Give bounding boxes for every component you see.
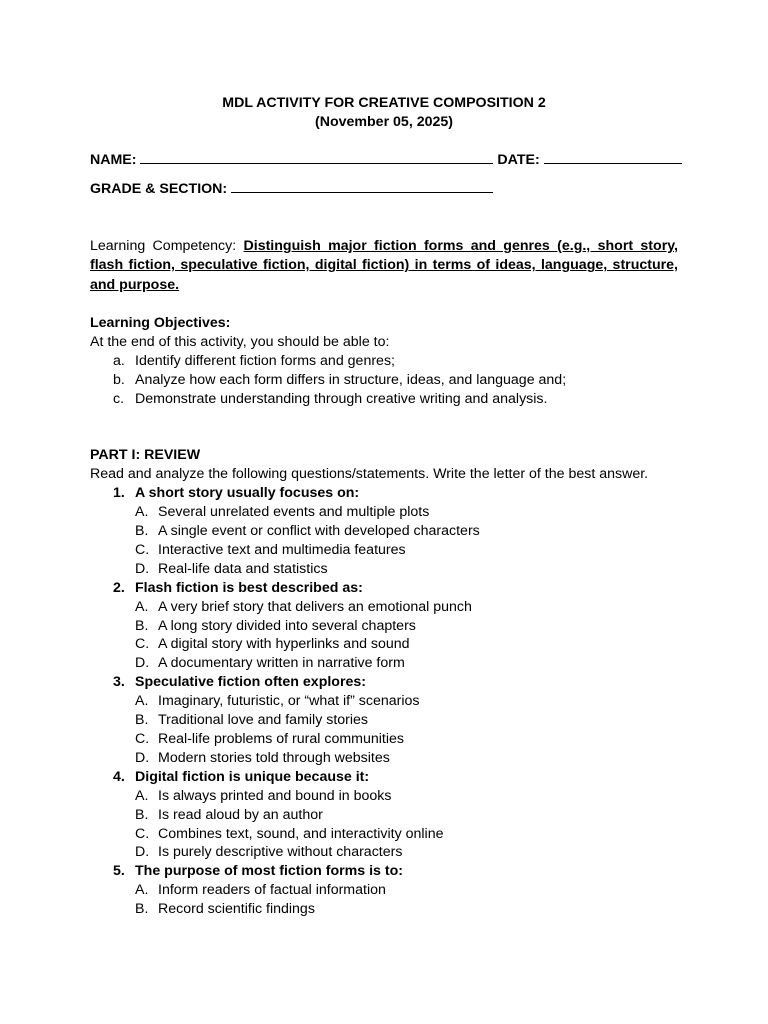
question-number: 2. <box>113 579 125 596</box>
answer-choice <box>135 749 678 768</box>
answer-choice <box>135 692 678 711</box>
answer-choice <box>135 730 678 749</box>
name-label: NAME: <box>90 152 137 168</box>
choice-text: Inform readers of factual information <box>158 882 386 899</box>
answer-choice <box>135 560 678 579</box>
question-number: 4. <box>113 768 125 785</box>
objective-marker: b. <box>113 371 125 388</box>
date-blank[interactable] <box>544 150 682 164</box>
objective-item <box>113 371 678 390</box>
answer-choices <box>135 692 678 768</box>
answer-choice <box>135 900 678 919</box>
date-label: DATE: <box>497 152 540 168</box>
choice-text: A long story divided into several chapters <box>158 617 416 634</box>
answer-choice <box>135 522 678 541</box>
choice-text: Record scientific findings <box>158 901 315 918</box>
choice-letter: B. <box>135 712 149 729</box>
question-item <box>113 768 678 863</box>
choice-text: Modern stories told through websites <box>158 749 390 766</box>
choice-text: Several unrelated events and multiple plots <box>158 504 430 521</box>
questions-list <box>90 484 678 919</box>
grade-section-label: GRADE & SECTION: <box>90 181 228 197</box>
objective-marker: a. <box>113 352 125 369</box>
choice-letter: A. <box>135 693 149 710</box>
name-date-line <box>90 150 678 170</box>
learning-competency <box>90 237 678 295</box>
objectives-list <box>90 352 678 409</box>
choice-letter: B. <box>135 901 149 918</box>
choice-text: A very brief story that delivers an emotional punch <box>158 598 472 615</box>
question-item <box>113 673 678 768</box>
question-text: The purpose of most fiction forms is to: <box>135 863 403 880</box>
choice-text: Is purely descriptive without characters <box>158 844 403 861</box>
answer-choice <box>135 617 678 636</box>
choice-letter: B. <box>135 617 149 634</box>
choice-text: Is always printed and bound in books <box>158 787 392 804</box>
choice-text: Is read aloud by an author <box>158 806 323 823</box>
objective-item <box>113 390 678 409</box>
learning-objectives <box>90 314 678 409</box>
question-number: 5. <box>113 863 125 880</box>
answer-choices <box>135 598 678 674</box>
part-one-instructions: Read and analyze the following questions/statements. Write the letter of the best answer. <box>90 466 649 483</box>
student-info-fields <box>90 150 678 199</box>
answer-choice <box>135 806 678 825</box>
question-text: Digital fiction is unique because it: <box>135 768 370 785</box>
objectives-intro: At the end of this activity, you should be able to: <box>90 333 390 350</box>
choice-letter: A. <box>135 504 149 521</box>
answer-choice <box>135 598 678 617</box>
competency-label: Learning Competency: <box>90 238 244 254</box>
choice-letter: D. <box>135 749 150 766</box>
choice-letter: D. <box>135 560 150 577</box>
answer-choices <box>135 503 678 579</box>
choice-letter: A. <box>135 882 149 899</box>
choice-text: A digital story with hyperlinks and sound <box>158 636 410 653</box>
question-item <box>113 579 678 674</box>
choice-letter: A. <box>135 598 149 615</box>
question-text: Flash fiction is best described as: <box>135 579 363 596</box>
choice-text: Combines text, sound, and interactivity online <box>158 825 444 842</box>
choice-text: Real-life problems of rural communities <box>158 731 405 748</box>
choice-letter: C. <box>135 636 150 653</box>
answer-choice <box>135 541 678 560</box>
answer-choice <box>135 654 678 673</box>
part-one-heading: PART I: REVIEW <box>90 447 201 464</box>
objective-text: Analyze how each form differs in structure, ideas, and language and; <box>135 371 567 388</box>
choice-letter: D. <box>135 655 150 672</box>
answer-choices <box>135 881 678 919</box>
answer-choices <box>135 787 678 863</box>
document-date: (November 05, 2025) <box>314 114 453 130</box>
answer-choice <box>135 881 678 900</box>
question-text: Speculative fiction often explores: <box>135 674 366 691</box>
question-item <box>113 862 678 919</box>
document-title: MDL ACTIVITY FOR CREATIVE COMPOSITION 2 <box>222 95 546 111</box>
choice-text: Interactive text and multimedia features <box>158 541 406 558</box>
answer-choice <box>135 825 678 844</box>
answer-choice <box>135 787 678 806</box>
objective-text: Identify different fiction forms and genres; <box>135 352 395 369</box>
choice-letter: C. <box>135 541 150 558</box>
question-number: 3. <box>113 674 125 691</box>
choice-text: Traditional love and family stories <box>158 712 369 729</box>
objective-item <box>113 352 678 371</box>
competency-text: Distinguish major fiction forms and genres (e.g., short story, flash fiction, speculative fiction, digital fiction) in terms of ideas, language, structure, and purpose. <box>90 238 678 293</box>
grade-section-line <box>90 179 678 199</box>
question-number: 1. <box>113 485 125 502</box>
objective-marker: c. <box>113 390 125 407</box>
choice-letter: D. <box>135 844 150 861</box>
objectives-heading: Learning Objectives: <box>90 314 231 331</box>
question-item <box>113 484 678 579</box>
grade-section-blank[interactable] <box>231 179 493 193</box>
part-one-review <box>90 446 678 919</box>
choice-text: Imaginary, futuristic, or “what if” scenarios <box>158 693 420 710</box>
answer-choice <box>135 711 678 730</box>
choice-letter: A. <box>135 787 149 804</box>
choice-text: A documentary written in narrative form <box>158 655 405 672</box>
choice-letter: B. <box>135 523 149 540</box>
objective-text: Demonstrate understanding through creative writing and analysis. <box>135 390 548 407</box>
answer-choice <box>135 843 678 862</box>
answer-choice <box>135 635 678 654</box>
choice-letter: B. <box>135 806 149 823</box>
choice-letter: C. <box>135 731 150 748</box>
choice-text: A single event or conflict with developed characters <box>158 523 480 540</box>
name-blank[interactable] <box>140 150 493 164</box>
answer-choice <box>135 503 678 522</box>
choice-letter: C. <box>135 825 150 842</box>
question-text: A short story usually focuses on: <box>135 485 360 502</box>
choice-text: Real-life data and statistics <box>158 560 328 577</box>
